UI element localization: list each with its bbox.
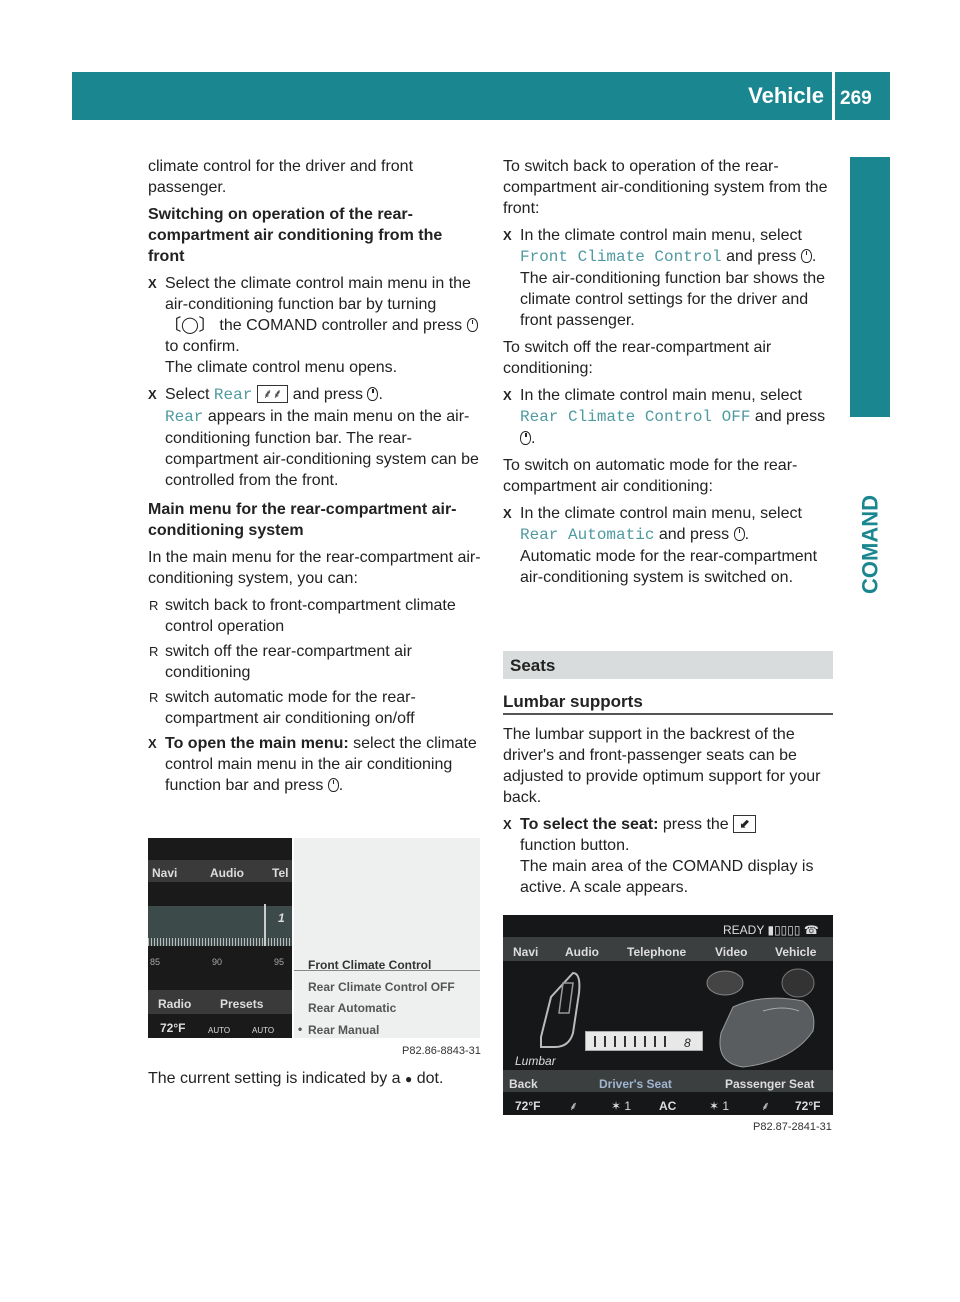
rear-option: Rear (213, 386, 253, 404)
figure-caption: P82.86-8843-31 (402, 1045, 481, 1057)
frequency-scale (148, 938, 292, 946)
step-rear-off: X In the climate control main menu, select Rear Climate Control OFF and press . (503, 387, 826, 447)
menu-bullet: • (298, 1022, 303, 1036)
automatic-text: To switch on automatic mode for the rear-compartment air conditioning: (503, 457, 798, 495)
tab-tel: Tel (272, 866, 289, 880)
setting-note: The current setting is indicated by a ● dot. (148, 1070, 444, 1087)
passenger-seat-button[interactable]: Passenger Seat (725, 1077, 815, 1091)
climate-menu-figure (148, 838, 480, 1038)
press-controller-icon (520, 431, 531, 445)
auto-fan-icon: AUTO (208, 1026, 231, 1035)
freq-label: 90 (212, 957, 223, 967)
section-title: Vehicle (748, 83, 824, 108)
intro-text: climate control for the driver and front passenger. (148, 158, 414, 196)
step-rear-automatic: X In the climate control main menu, select Rear Automatic and press . Automatic mode for the rear-compartment air-conditioning system is switched on. (503, 505, 818, 586)
menu-rear-climate-off: Rear Climate Control OFF (308, 980, 455, 994)
lumbar-value: 8 (684, 1036, 691, 1050)
menu-rear-manual: Rear Manual (308, 1023, 380, 1037)
step-marker-icon: X (148, 276, 157, 291)
step-marker-icon: X (503, 506, 512, 521)
rear-automatic-option: Rear Automatic (520, 526, 655, 544)
tab-audio: Audio (565, 945, 599, 959)
frequency-needle (264, 904, 266, 946)
step-marker-icon: X (503, 817, 512, 832)
side-tab-label: COMAND (857, 495, 883, 594)
list-item: R switch off the rear-compartment air conditioning (149, 643, 412, 681)
freq-label: 95 (274, 957, 285, 967)
list-item: R switch back to front-compartment climate control operation (149, 597, 456, 635)
lumbar-text: The lumbar support in the backrest of the driver's and front-passenger seats can be adjusted to provide optimum support for your back. (503, 726, 821, 806)
step-marker-icon: X (503, 228, 512, 243)
main-menu-intro: In the main menu for the rear-compartment air-conditioning system, you can: (148, 549, 481, 587)
tab-navi: Navi (152, 866, 178, 880)
airflow-icon-right: ⸙ (761, 1099, 771, 1113)
heading-switch-on: Switching on operation of the rear-compartment air conditioning from the front (148, 206, 443, 265)
fan-level-left: ✶ 1 (611, 1099, 632, 1113)
rear-off-option: Rear Climate Control OFF (520, 408, 751, 426)
tab-video: Video (715, 945, 748, 959)
lumbar-scale[interactable] (585, 1031, 703, 1051)
driver-temp: 72°F (515, 1099, 541, 1113)
list-item: R switch automatic mode for the rear-compartment air conditioning on/off (149, 689, 416, 727)
switch-off-text: To switch off the rear-compartment air conditioning: (503, 339, 772, 377)
fan-level-right: ✶ 1 (709, 1099, 730, 1113)
step-select-rear: X Select Rear ⸙⸙ and press . Rear appears in the main menu on the air-conditioning function bar. The rear-compartment air-conditioning system can be controlled from the front. (148, 386, 479, 489)
switch-back-text: To switch back to operation of the rear-compartment air-conditioning system from the front: (503, 158, 828, 217)
ac-indicator: AC (659, 1099, 677, 1113)
back-button[interactable]: Back (509, 1077, 538, 1091)
step-select-seat: X To select the seat: press the ⬋ function button. The main area of the COMAND display is active. A scale appears. (503, 816, 814, 896)
tab-telephone: Telephone (627, 945, 687, 959)
menu-rear-automatic: Rear Automatic (308, 1001, 397, 1015)
tab-audio: Audio (210, 866, 244, 880)
step-marker-icon: X (503, 388, 512, 403)
step-marker-icon: X (148, 736, 157, 751)
press-controller-icon (328, 778, 339, 792)
lumbar-label: Lumbar (515, 1054, 556, 1068)
seat-image (703, 967, 828, 1077)
lumbar-section (503, 724, 836, 904)
radio-button: Radio (158, 997, 192, 1011)
header-divider (832, 72, 835, 120)
presets-button: Presets (220, 997, 264, 1011)
press-controller-icon (801, 249, 812, 263)
drivers-seat-button[interactable]: Driver's Seat (599, 1077, 672, 1091)
lumbar-heading: Lumbar supports (503, 692, 643, 711)
freq-label: 85 (150, 957, 161, 967)
press-controller-icon (734, 527, 745, 541)
seats-heading: Seats (510, 656, 556, 675)
press-controller-icon (467, 318, 478, 332)
auto-airflow-icon: AUTO (252, 1026, 275, 1035)
turn-controller-icon: 〔◯〕 (165, 317, 215, 334)
status-ready: READY ▮▯▯▯▯ ☎ (723, 923, 819, 937)
left-column (148, 156, 482, 802)
rear-fan-icon: ⸙⸙ (257, 385, 289, 403)
step-marker-icon: X (148, 387, 157, 402)
side-tab (850, 157, 890, 417)
temperature-readout: 72°F (160, 1021, 186, 1035)
tab-vehicle: Vehicle (775, 945, 817, 959)
seat-display-figure (503, 915, 833, 1115)
heading-rule (503, 713, 833, 715)
tab-navi: Navi (513, 945, 539, 959)
airflow-icon: ⸙ (569, 1099, 579, 1113)
seat-function-icon: ⬋ (733, 815, 756, 833)
page-number: 269 (840, 88, 872, 109)
figure-caption: P82.87-2841-31 (753, 1121, 832, 1133)
step-select-menu: X Select the climate control main menu in the air-conditioning function bar by turning 〔◯〕 the COMAND controller and press to confirm. The climate control menu opens. (148, 273, 482, 378)
menu-front-climate: Front Climate Control (308, 958, 432, 972)
passenger-temp: 72°F (795, 1099, 821, 1113)
press-controller-icon (367, 387, 378, 401)
step-open-main-menu: X To open the main menu: select the climate control main menu in the air conditioning function bar and press . (148, 735, 477, 794)
step-front-climate: X In the climate control main menu, select Front Climate Control and press . The air-conditioning function bar shows the climate control settings for the driver and front passenger. (503, 227, 826, 329)
heading-main-menu: Main menu for the rear-compartment air-conditioning system (148, 501, 457, 539)
seat-outline-icon (533, 965, 593, 1055)
front-climate-option: Front Climate Control (520, 248, 722, 266)
station-digit: 1 (278, 911, 285, 925)
right-column (503, 156, 836, 594)
